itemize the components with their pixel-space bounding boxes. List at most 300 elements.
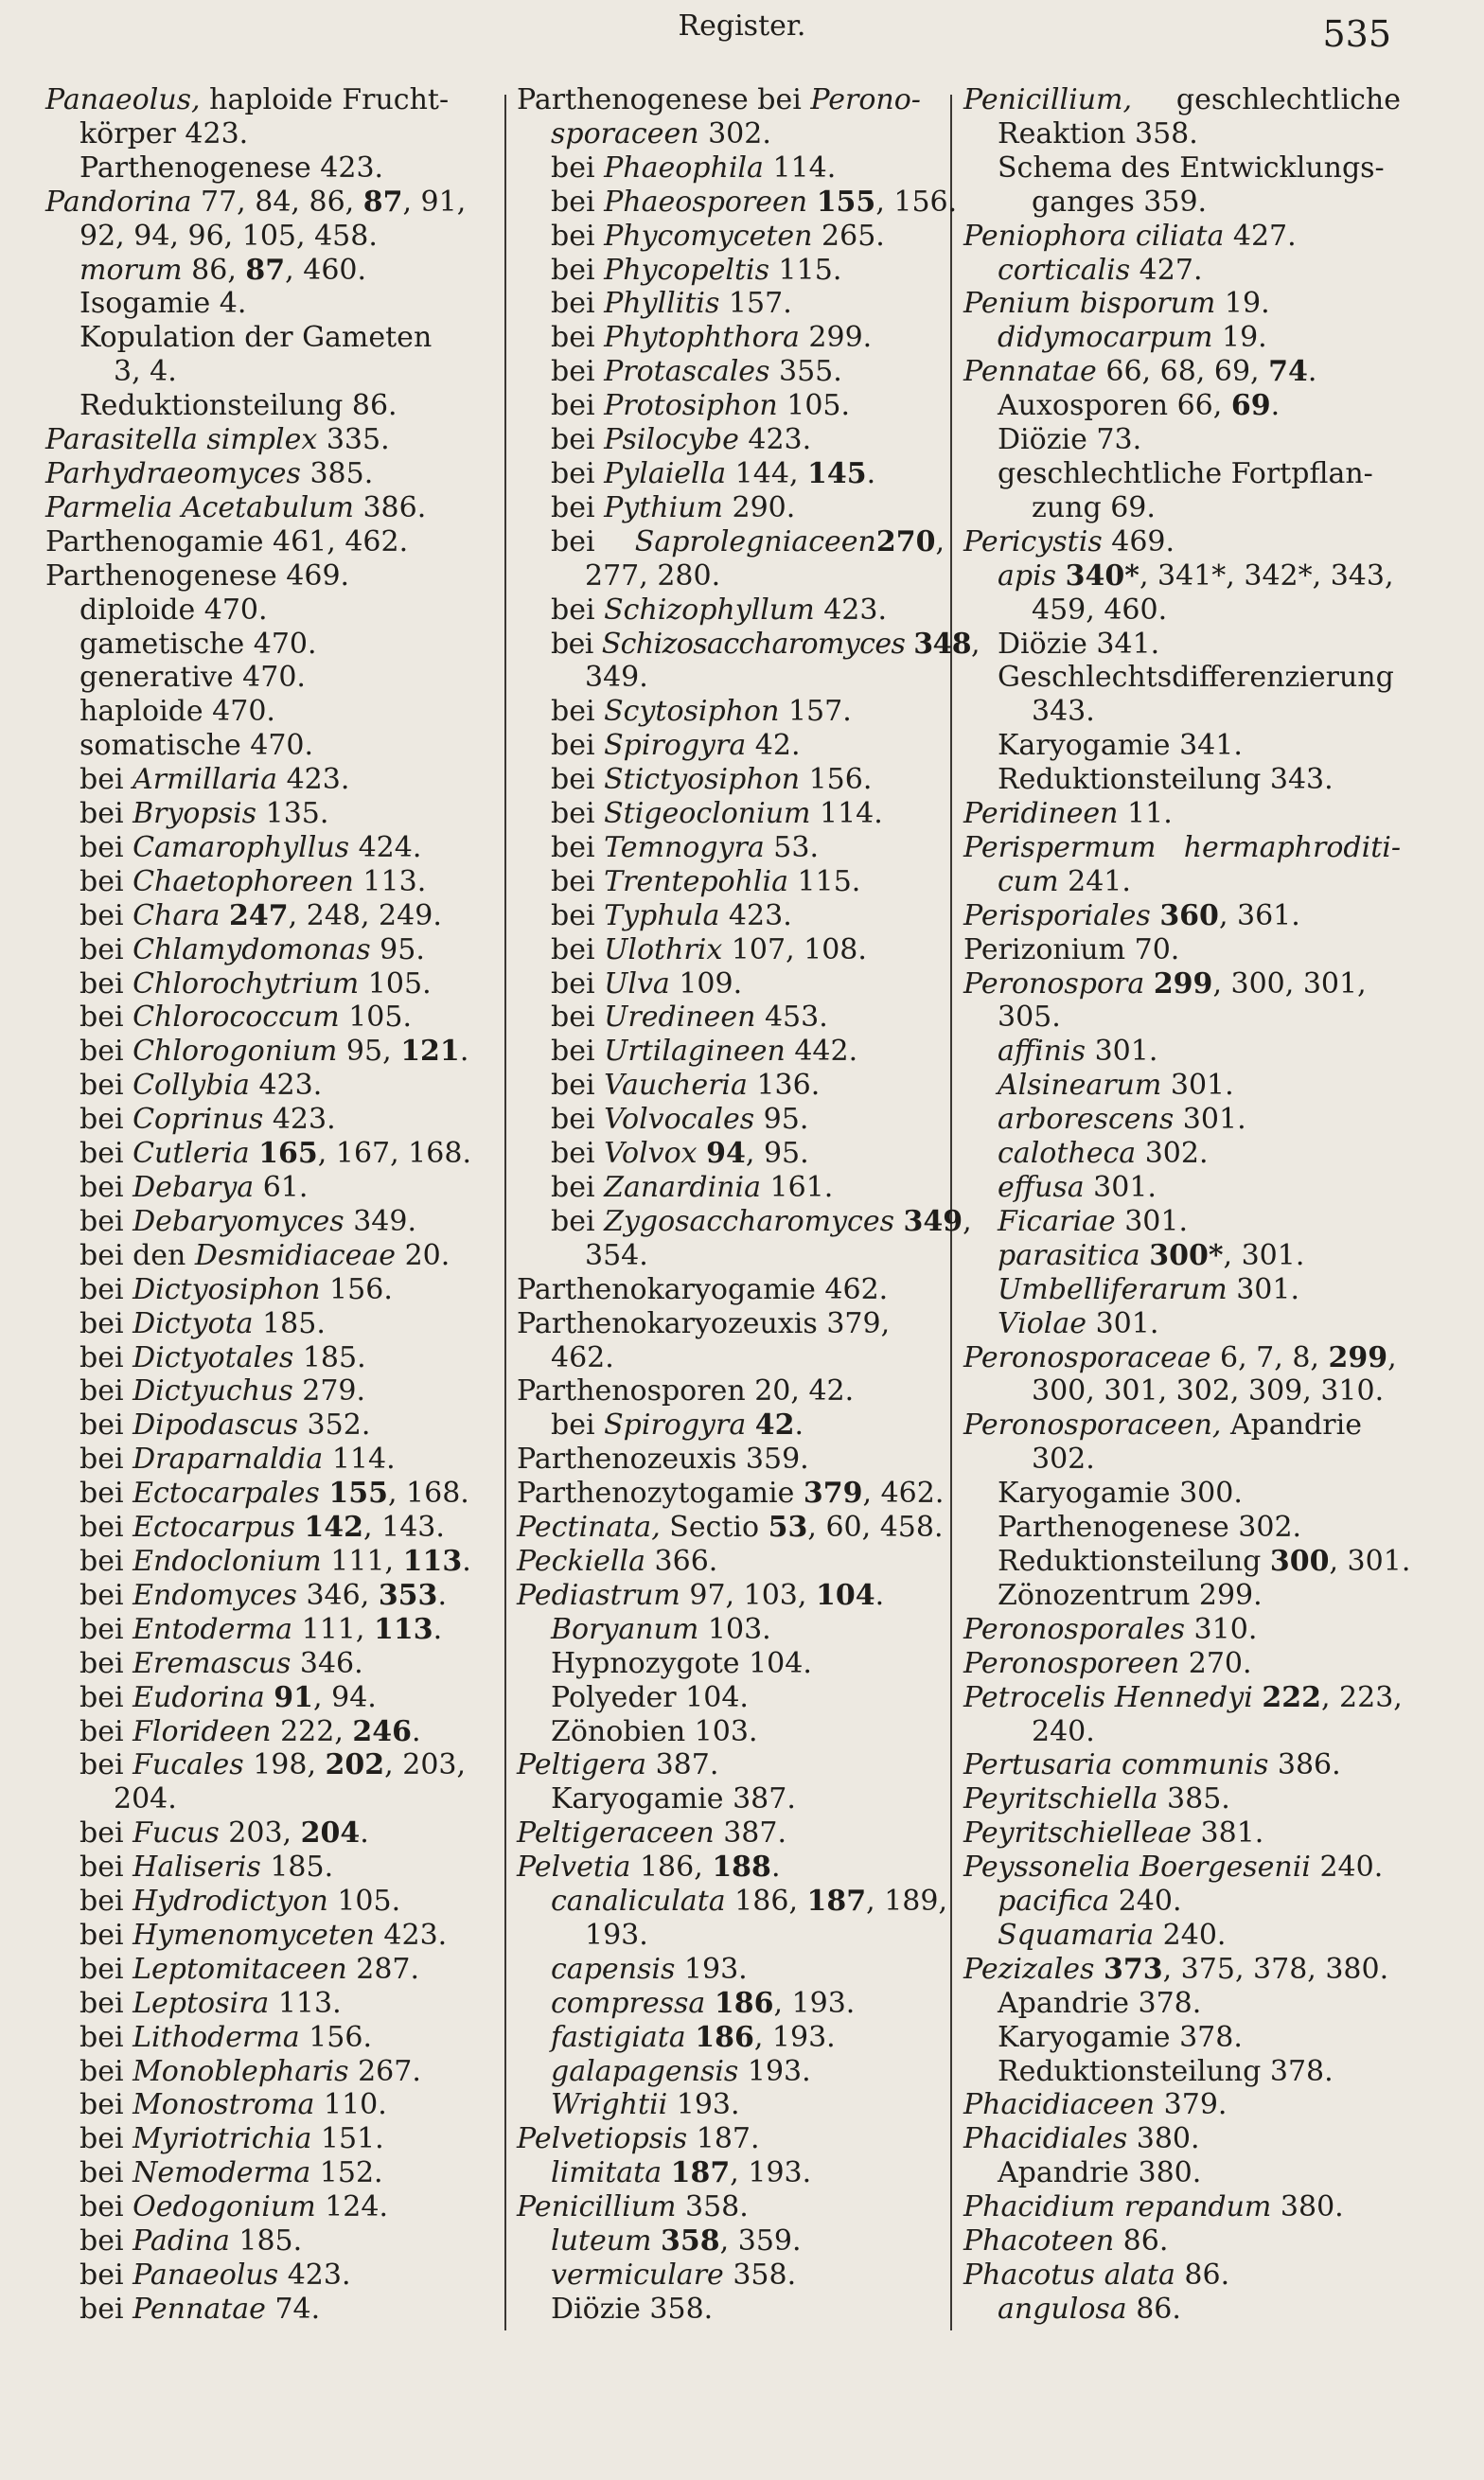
entry-part bbox=[551, 1647, 812, 1681]
entry-text bbox=[746, 1408, 755, 1442]
index-entry bbox=[45, 389, 490, 423]
entry-part bbox=[80, 1579, 447, 1613]
index-entry bbox=[963, 1511, 1401, 1545]
entry-part bbox=[80, 2055, 421, 2089]
entry-text: , bbox=[971, 627, 980, 661]
entry-text: 423. bbox=[278, 2259, 351, 2292]
entry-text: somatische 470. bbox=[80, 729, 314, 763]
index-entry bbox=[45, 933, 490, 967]
entry-text: 109. bbox=[669, 966, 743, 1001]
entry-text: arborescens bbox=[998, 1103, 1175, 1137]
entry-text: Peckiella bbox=[517, 1544, 645, 1578]
entry-text: Parthenogamie 461, 462. bbox=[45, 524, 409, 558]
entry-text bbox=[686, 2021, 696, 2054]
index-entry bbox=[517, 831, 945, 865]
entry-text: 290. bbox=[722, 490, 796, 524]
entry-text: bei bbox=[80, 1477, 133, 1511]
entry-text: 469. bbox=[1102, 524, 1175, 558]
entry-text: luteum bbox=[551, 2224, 652, 2259]
entry-text: 358 bbox=[661, 2224, 720, 2259]
index-entry bbox=[963, 593, 1401, 628]
entry-text: 265. bbox=[812, 219, 885, 253]
entry-text: 186, bbox=[725, 1885, 807, 1919]
index-entry bbox=[517, 2021, 945, 2055]
entry-part bbox=[963, 2259, 1229, 2293]
entry-text: bei bbox=[551, 1171, 605, 1204]
entry-text: Parthenosporen 20, 42. bbox=[517, 1374, 855, 1408]
entry-part bbox=[80, 593, 268, 628]
entry-text: 145 bbox=[807, 456, 867, 490]
entry-text: Zönozentrum 299. bbox=[998, 1578, 1263, 1612]
entry-text: bei bbox=[551, 321, 605, 355]
index-entry bbox=[963, 1544, 1411, 1579]
index-column-2 bbox=[517, 83, 980, 2327]
index-entry bbox=[45, 2259, 490, 2293]
index-entry bbox=[45, 559, 490, 593]
entry-part bbox=[551, 1782, 796, 1816]
entry-text: 19. bbox=[1215, 287, 1270, 321]
entry-text: 151. bbox=[311, 2122, 384, 2156]
entry-text: Parthenogenese 302. bbox=[998, 1511, 1302, 1545]
index-entry bbox=[45, 2021, 490, 2055]
entry-text: Ulva bbox=[604, 966, 670, 1001]
entry-text: , 300, 301, bbox=[1212, 966, 1367, 1001]
entry-text: 381. bbox=[1191, 1816, 1264, 1851]
entry-text: Endoclonium bbox=[132, 1544, 322, 1578]
index-entry bbox=[963, 1477, 1401, 1511]
entry-text: Typhula bbox=[604, 898, 720, 932]
entry-text bbox=[1094, 1953, 1104, 1986]
entry-part bbox=[998, 254, 1202, 288]
entry-text: didymocarpum bbox=[998, 321, 1213, 355]
index-entry bbox=[45, 1647, 490, 1681]
entry-text: bei bbox=[80, 2292, 133, 2326]
entry-text: 270 bbox=[875, 524, 936, 558]
entry-text: bei bbox=[551, 490, 605, 524]
entry-text: Alsinearum bbox=[998, 1069, 1162, 1103]
entry-text: Bryopsis bbox=[132, 797, 257, 831]
entry-part bbox=[998, 1103, 1246, 1137]
entry-text: . bbox=[1270, 389, 1281, 423]
index-entry bbox=[517, 1748, 945, 1782]
entry-text: 240. bbox=[1109, 1885, 1182, 1919]
index-entry bbox=[963, 559, 1401, 593]
entry-text: vermiculare bbox=[551, 2259, 724, 2292]
entry-text: 358. bbox=[676, 2190, 749, 2224]
entry-text: bei bbox=[80, 1578, 133, 1612]
index-entry bbox=[963, 254, 1401, 288]
index-entry bbox=[963, 423, 1401, 457]
entry-part bbox=[551, 457, 875, 491]
entry-text: 187 bbox=[806, 1885, 867, 1919]
entry-text: Phacoteen bbox=[963, 2224, 1115, 2259]
entry-text: Hymenomyceten bbox=[132, 1918, 375, 1952]
entry-text: Peyritschiella bbox=[963, 1782, 1158, 1816]
index-entry bbox=[517, 1647, 945, 1681]
entry-part bbox=[585, 559, 720, 593]
entry-text: Chaetophoreen bbox=[132, 864, 354, 898]
entry-text: Karyogamie 300. bbox=[998, 1477, 1243, 1511]
index-entry bbox=[517, 2293, 945, 2327]
entry-text: haploide 470. bbox=[80, 695, 275, 729]
index-entry bbox=[517, 1919, 945, 1953]
entry-text: Urtilagineen bbox=[604, 1035, 786, 1069]
entry-text: bei bbox=[80, 1918, 133, 1952]
entry-text: bei bbox=[551, 456, 605, 490]
entry-text: Peltigera bbox=[517, 1748, 647, 1782]
entry-text: , 301. bbox=[1329, 1544, 1411, 1578]
entry-part bbox=[80, 1069, 322, 1103]
entry-text: Pertusaria communis bbox=[963, 1748, 1269, 1782]
entry-part bbox=[551, 287, 792, 321]
index-entry bbox=[963, 1851, 1401, 1885]
entry-text: 193. bbox=[675, 1952, 748, 1986]
entry-text: Debarya bbox=[132, 1171, 255, 1204]
entry-part bbox=[551, 1341, 614, 1375]
entry-text: Phacidium repandum bbox=[963, 2190, 1272, 2224]
index-entry bbox=[45, 967, 490, 1001]
entry-part bbox=[517, 1273, 888, 1307]
index-entry bbox=[517, 83, 945, 117]
entry-part bbox=[998, 628, 1159, 662]
entry-part bbox=[80, 628, 317, 662]
entry-text: 188 bbox=[712, 1851, 771, 1885]
entry-text: 87 bbox=[362, 185, 403, 219]
entry-part bbox=[551, 1205, 972, 1239]
entry-part bbox=[998, 1035, 1157, 1069]
entry-text: bei bbox=[80, 1646, 133, 1680]
index-entry bbox=[45, 1715, 490, 1749]
index-entry bbox=[963, 2293, 1401, 2327]
entry-text: Parthenogenese 423. bbox=[80, 151, 384, 185]
index-entry bbox=[963, 661, 1401, 695]
entry-text: . bbox=[770, 1851, 781, 1885]
entry-text: Protosiphon bbox=[604, 389, 778, 423]
entry-text: bei bbox=[551, 1103, 605, 1137]
index-entry bbox=[963, 1816, 1401, 1851]
entry-text bbox=[1253, 1681, 1263, 1714]
entry-part bbox=[998, 1001, 1061, 1035]
entry-text: Draparnaldia bbox=[132, 1443, 324, 1477]
entry-text: bei bbox=[80, 1714, 133, 1748]
index-entry bbox=[45, 2190, 490, 2224]
entry-text: Armillaria bbox=[132, 763, 278, 797]
entry-text: , 156. bbox=[875, 185, 958, 219]
entry-text: bei bbox=[80, 1408, 133, 1443]
entry-text: 105. bbox=[777, 389, 851, 423]
entry-text: Diözie 73. bbox=[998, 423, 1142, 457]
entry-part bbox=[45, 491, 426, 525]
entry-part bbox=[1032, 186, 1207, 220]
index-entry bbox=[963, 83, 1401, 117]
entry-text: 301. bbox=[1086, 1306, 1159, 1340]
entry-part bbox=[80, 1341, 366, 1375]
entry-text: , 193. bbox=[773, 1986, 856, 2020]
entry-part bbox=[1032, 491, 1156, 525]
entry-text: gametische 470. bbox=[80, 627, 317, 661]
column-divider bbox=[504, 95, 506, 2330]
index-entry bbox=[517, 1103, 945, 1137]
entry-text: 66, 68, 69, bbox=[1096, 355, 1269, 389]
entry-text: 305. bbox=[998, 1001, 1061, 1035]
index-entry bbox=[517, 1341, 945, 1375]
entry-text: 113. bbox=[353, 864, 427, 898]
index-entry bbox=[45, 2156, 490, 2190]
entry-text: Perispermum bbox=[963, 830, 1157, 864]
entry-text: 442. bbox=[785, 1035, 858, 1069]
entry-text: 203, bbox=[219, 1816, 301, 1851]
entry-part bbox=[80, 1715, 421, 1749]
entry-text: , 462. bbox=[862, 1477, 945, 1511]
entry-text: 115. bbox=[769, 253, 842, 287]
entry-text: 6, 7, 8, bbox=[1210, 1340, 1329, 1374]
index-entry bbox=[963, 1782, 1401, 1816]
index-entry bbox=[45, 1511, 490, 1545]
entry-text: , bbox=[963, 1204, 972, 1238]
entry-part bbox=[1032, 1715, 1095, 1749]
entry-text: Squamaria bbox=[998, 1918, 1155, 1952]
entry-text: Parthenokaryogamie 462. bbox=[517, 1272, 889, 1306]
entry-part bbox=[998, 1511, 1301, 1545]
entry-part bbox=[963, 220, 1297, 254]
entry-text: Phaeosporeen bbox=[604, 185, 808, 219]
entry-text: 352. bbox=[298, 1408, 371, 1443]
index-entry bbox=[45, 661, 490, 695]
entry-text: Phycopeltis bbox=[604, 253, 770, 287]
entry-text: Padina bbox=[132, 2224, 230, 2259]
index-entry bbox=[45, 1205, 490, 1239]
entry-text: Phytophthora bbox=[604, 321, 800, 355]
entry-text: Perizonium 70. bbox=[963, 932, 1180, 966]
entry-text bbox=[905, 628, 913, 661]
entry-part bbox=[551, 729, 800, 763]
entry-part bbox=[517, 1816, 786, 1851]
entry-text: 299. bbox=[799, 321, 873, 355]
entry-part bbox=[80, 865, 426, 899]
entry-text: morum bbox=[80, 253, 183, 287]
entry-part bbox=[963, 2122, 1200, 2156]
entry-text: 246 bbox=[352, 1714, 413, 1748]
entry-text: 53 bbox=[768, 1511, 808, 1545]
entry-text: 267. bbox=[348, 2054, 421, 2088]
entry-part bbox=[998, 457, 1373, 491]
entry-text: 302. bbox=[1032, 1443, 1095, 1477]
entry-part bbox=[551, 186, 957, 220]
entry-text: Kopulation der Gameten bbox=[80, 321, 433, 355]
index-entry bbox=[963, 1307, 1401, 1341]
entry-text: 113 bbox=[402, 1544, 463, 1578]
entry-part bbox=[998, 1477, 1243, 1511]
entry-text: Diözie 358. bbox=[551, 2292, 714, 2326]
index-entry bbox=[963, 1374, 1401, 1408]
index-entry bbox=[963, 1341, 1401, 1375]
entry-text: Camarophyllus bbox=[132, 830, 350, 864]
entry-part bbox=[517, 1443, 809, 1477]
entry-text: bei bbox=[551, 1069, 605, 1103]
entry-text: bei bbox=[80, 1035, 133, 1069]
index-entry bbox=[45, 151, 490, 186]
entry-part bbox=[80, 1919, 447, 1953]
entry-part bbox=[551, 254, 841, 288]
entry-text: 301. bbox=[1227, 1272, 1300, 1306]
entry-part bbox=[80, 1408, 370, 1443]
entry-text: Trentepohlia bbox=[604, 864, 788, 898]
entry-text: 387. bbox=[646, 1748, 719, 1782]
entry-part bbox=[998, 559, 1394, 593]
entry-text: Chlamydomonas bbox=[132, 932, 371, 966]
entry-part bbox=[80, 1239, 450, 1273]
entry-text: 135. bbox=[256, 797, 329, 831]
entry-text: 380. bbox=[1127, 2122, 1200, 2156]
entry-text: bei bbox=[551, 1035, 605, 1069]
entry-text: haploide Frucht- bbox=[200, 83, 450, 116]
entry-text: 97, 103, bbox=[680, 1578, 816, 1612]
entry-text: canaliculata bbox=[551, 1885, 726, 1919]
entry-part bbox=[80, 933, 425, 967]
entry-text: bei bbox=[80, 1001, 133, 1035]
entry-text: 270. bbox=[1179, 1646, 1252, 1680]
entry-part bbox=[551, 220, 885, 254]
entry-text: bei bbox=[551, 1137, 605, 1171]
entry-text: Entoderma bbox=[132, 1612, 293, 1646]
index-entry bbox=[45, 695, 490, 729]
index-entry bbox=[45, 1443, 490, 1477]
entry-part bbox=[80, 220, 378, 254]
entry-text: Pennatae bbox=[132, 2292, 266, 2326]
entry-text: 193. bbox=[585, 1918, 648, 1952]
entry-text: Coprinus bbox=[132, 1103, 264, 1137]
entry-text: Umbelliferarum bbox=[998, 1272, 1228, 1306]
entry-text: Apandrie 380. bbox=[998, 2156, 1202, 2190]
entry-text: bei bbox=[551, 253, 605, 287]
entry-text: 385. bbox=[300, 456, 374, 490]
entry-text: bei bbox=[80, 1069, 133, 1103]
entry-text: 423. bbox=[719, 898, 792, 932]
index-entry bbox=[963, 1987, 1401, 2021]
index-entry bbox=[963, 1408, 1401, 1443]
entry-text: 110. bbox=[314, 2088, 387, 2122]
entry-part bbox=[551, 593, 887, 628]
entry-part bbox=[517, 2122, 760, 2156]
index-entry bbox=[963, 899, 1401, 933]
index-entry bbox=[963, 2259, 1401, 2293]
index-entry bbox=[517, 254, 945, 288]
entry-text: 113 bbox=[373, 1612, 433, 1646]
entry-text: 11. bbox=[1118, 797, 1173, 831]
index-entry bbox=[963, 1681, 1401, 1715]
index-entry bbox=[963, 2190, 1401, 2224]
entry-text: bei bbox=[80, 2088, 133, 2122]
entry-part bbox=[963, 287, 1270, 321]
index-entry bbox=[963, 1103, 1401, 1137]
entry-part bbox=[963, 1748, 1341, 1782]
entry-text: 186 bbox=[695, 2020, 754, 2054]
entry-text: . bbox=[462, 1544, 471, 1578]
entry-part bbox=[963, 1647, 1252, 1681]
entry-part bbox=[80, 797, 328, 831]
entry-text: , 361. bbox=[1218, 898, 1300, 932]
entry-text bbox=[265, 1681, 274, 1714]
entry-text: Penium bisporum bbox=[963, 287, 1216, 321]
entry-text: 165 bbox=[258, 1137, 318, 1171]
index-entry bbox=[963, 1748, 1401, 1782]
entry-text: 287. bbox=[346, 1952, 420, 1986]
entry-part bbox=[963, 1782, 1230, 1816]
entry-text: 247 bbox=[229, 898, 289, 932]
index-entry bbox=[517, 1408, 945, 1443]
index-entry bbox=[45, 321, 490, 355]
entry-text: 157. bbox=[719, 287, 792, 321]
entry-part bbox=[998, 321, 1267, 355]
entry-text: 124. bbox=[315, 2190, 389, 2224]
index-entry bbox=[517, 1204, 972, 1239]
entry-text: 202 bbox=[325, 1748, 385, 1782]
entry-text: geschlechtliche Fortpflan- bbox=[998, 456, 1373, 490]
entry-text: bei bbox=[80, 830, 133, 864]
entry-text: 185. bbox=[229, 2224, 303, 2259]
entry-text: bei bbox=[80, 1340, 133, 1374]
entry-text: 156. bbox=[800, 763, 873, 797]
entry-text: bei bbox=[551, 389, 605, 423]
index-entry bbox=[517, 627, 980, 662]
entry-text: 358. bbox=[723, 2259, 797, 2292]
entry-text: Fucus bbox=[132, 1816, 220, 1851]
index-entry bbox=[963, 1001, 1401, 1035]
index-entry bbox=[45, 423, 490, 457]
entry-text: 95. bbox=[370, 932, 425, 966]
entry-part bbox=[1032, 593, 1167, 628]
entry-part bbox=[80, 254, 366, 288]
index-entry bbox=[45, 1885, 490, 1919]
entry-part bbox=[551, 831, 819, 865]
index-entry bbox=[45, 1545, 490, 1579]
entry-part bbox=[551, 1885, 947, 1919]
index-entry bbox=[45, 457, 490, 491]
entry-text: capensis bbox=[551, 1952, 676, 1986]
entry-part bbox=[80, 1035, 468, 1069]
entry-text: 53. bbox=[764, 830, 819, 864]
entry-text: 91 bbox=[274, 1680, 314, 1714]
entry-part bbox=[517, 1545, 717, 1579]
index-entry bbox=[517, 287, 945, 321]
entry-text: 301. bbox=[1086, 1035, 1158, 1069]
entry-part bbox=[998, 1137, 1209, 1171]
entry-text: 156. bbox=[299, 2020, 373, 2054]
entry-text: Dipodascus bbox=[132, 1408, 299, 1443]
entry-text: Isogamie 4. bbox=[80, 287, 247, 321]
entry-text: Debaryomyces bbox=[132, 1204, 344, 1238]
entry-text: Dictyotales bbox=[132, 1340, 294, 1374]
entry-part bbox=[80, 287, 246, 321]
index-entry bbox=[517, 151, 945, 186]
index-entry bbox=[517, 1953, 945, 1987]
entry-text: Saprolegniaceen bbox=[634, 524, 876, 558]
entry-part bbox=[963, 2088, 1227, 2122]
entry-text: 301. bbox=[1084, 1171, 1157, 1204]
index-entry bbox=[963, 2088, 1401, 2122]
index-entry bbox=[963, 1239, 1401, 1273]
entry-part bbox=[998, 1919, 1226, 1953]
entry-part bbox=[585, 661, 648, 695]
index-entry bbox=[517, 2122, 945, 2156]
index-entry bbox=[45, 2224, 490, 2259]
entry-part bbox=[114, 1782, 177, 1816]
entry-text: bei bbox=[80, 1544, 133, 1578]
index-entry bbox=[963, 220, 1401, 254]
entry-text: Chlorochytrium bbox=[132, 966, 360, 1001]
entry-part bbox=[80, 1477, 469, 1511]
index-entry bbox=[45, 1103, 490, 1137]
